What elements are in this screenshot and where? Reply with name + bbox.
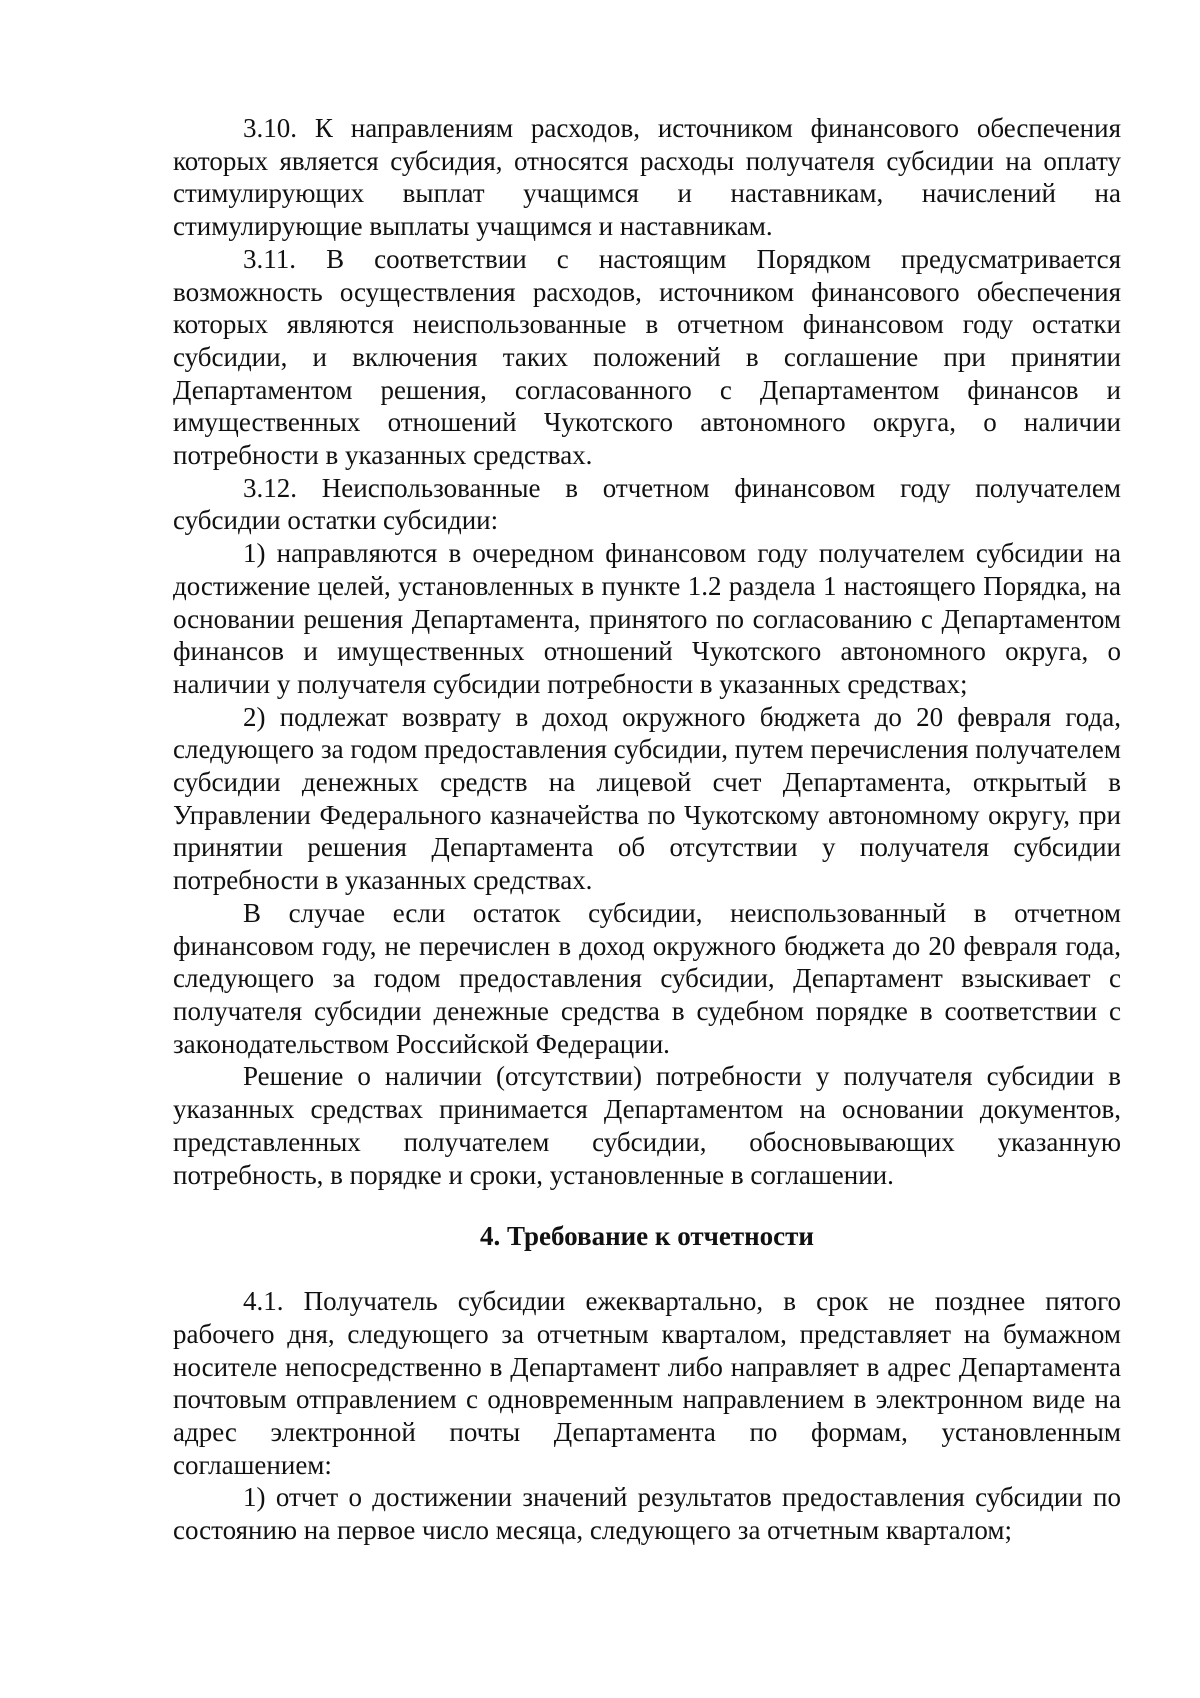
- paragraph-4-1: 4.1. Получатель субсидии ежеквартально, в срок не позднее пятого рабочего дня, следующего за отчетным кварталом, представляет на бумажном носителе непосредственно в Департамент либо направляет в адрес Департамента почтовым отправлением с одновременным направлением в электронном виде на адрес электронной почты Департамента по формам, установленным соглашением:: [173, 1286, 1121, 1480]
- paragraph-3-10: 3.10. К направлениям расходов, источником финансового обеспечения которых является субсидия, относятся расходы получателя субсидии на оплату стимулирующих выплат учащимся и наставникам, начислений на стимулирующие выплаты учащимся и наставникам.: [173, 113, 1121, 242]
- paragraph-3-12: 3.12. Неиспользованные в отчетном финансовом году получателем субсидии остатки субсидии:: [173, 472, 1121, 536]
- paragraph-3-12-item-2: 2) подлежат возврату в доход окружного бюджета до 20 февраля года, следующего за годом предоставления субсидии, путем перечисления получателем субсидии денежных средств на лицевой счет Департамента, открытый в Управлении Федерального казначейства по Чукотскому автономному округу, при принятии решения Департамента об отсутствии у получателя субсидии потребности в указанных средствах.: [173, 701, 1121, 896]
- section-heading: 4. Требование к отчетности: [480, 1221, 814, 1252]
- paragraph-recovery-case: В случае если остаток субсидии, неиспользованный в отчетном финансовом году, не перечислен в доход окружного бюджета до 20 февраля года, следующего за годом предоставления субсидии, Департамент взыскивает с получателя субсидии денежные средства в судебном порядке в соответствии с законодательством Российской Федерации.: [173, 897, 1121, 1059]
- paragraph-need-decision: Решение о наличии (отсутствии) потребности у получателя субсидии в указанных средствах принимается Департаментом на основании документов, представленных получателем субсидии, обосновывающих указанную потребность, в порядке и сроки, установленные в соглашении.: [173, 1061, 1121, 1190]
- paragraph-3-11: 3.11. В соответствии с настоящим Порядком предусматривается возможность осуществления расходов, источником финансового обеспечения которых являются неиспользованные в отчетном финансовом году остатки субсидии, и включения таких положений в соглашение при принятии Департаментом решения, согласованного с Департаментом финансов и имущественных отношений Чукотского автономного округа, о наличии потребности в указанных средствах.: [173, 243, 1121, 471]
- paragraph-3-12-item-1: 1) направляются в очередном финансовом году получателем субсидии на достижение целей, установленных в пункте 1.2 раздела 1 настоящего Порядка, на основании решения Департамента, принятого по согласованию с Департаментом финансов и имущественных отношений Чукотского автономного округа, о наличии у получателя субсидии потребности в указанных средствах;: [173, 538, 1121, 699]
- paragraph-4-1-item-1: 1) отчет о достижении значений результатов предоставления субсидии по состоянию на первое число месяца, следующего за отчетным кварталом;: [173, 1482, 1121, 1546]
- document-page: [173, 112, 1121, 1547]
